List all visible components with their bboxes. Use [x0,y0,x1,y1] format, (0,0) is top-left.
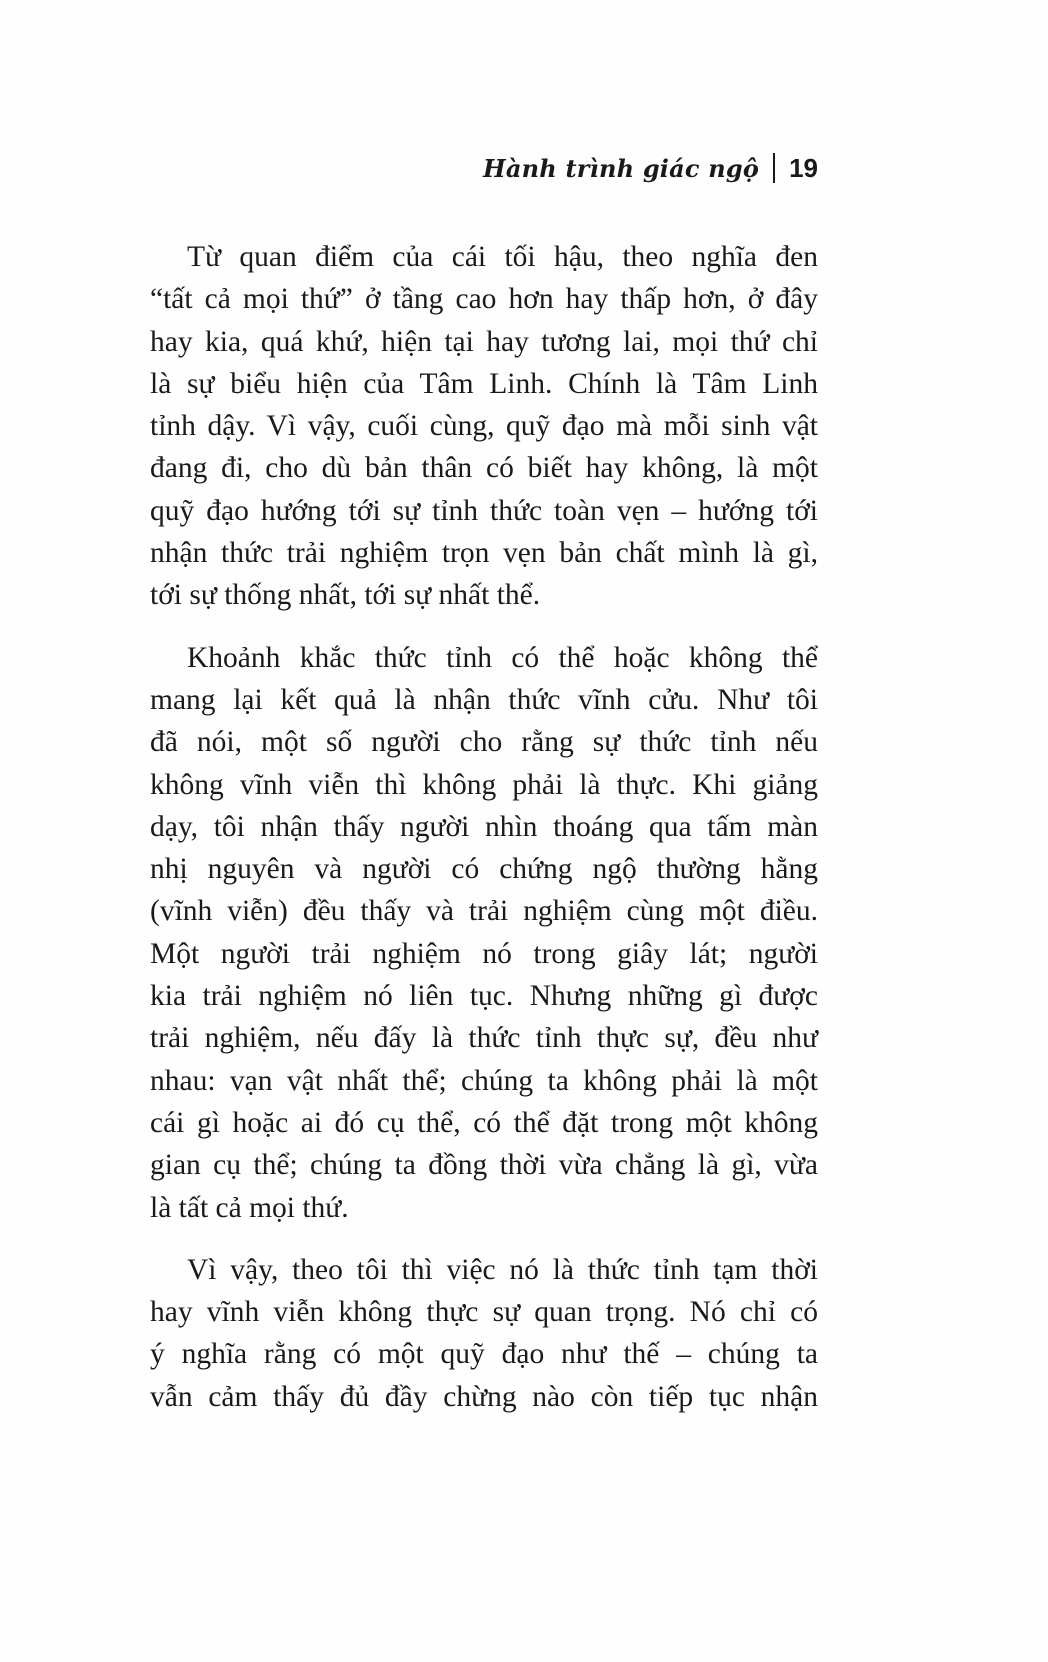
text-line: nhau: vạn vật nhất thể; chúng ta không phải là một [150,1064,818,1097]
text-line: (vĩnh viễn) đều thấy và trải nghiệm cùng một điều. [150,895,818,928]
text-line: dạy, tôi nhận thấy người nhìn thoáng qua tấm màn [150,810,818,843]
text-line: trải nghiệm, nếu đấy là thức tỉnh thực sự, đều như [150,1022,818,1055]
text-line: tỉnh dậy. Vì vậy, cuối cùng, quỹ đạo mà mỗi sinh vật [150,410,818,443]
text-line: vẫn cảm thấy đủ đầy chừng nào còn tiếp tục nhận [150,1380,818,1413]
text-line: đã nói, một số người cho rằng sự thức tỉnh nếu [150,726,818,759]
paragraph-3 [150,1249,818,1418]
text-line: là tất cả mọi thứ. [150,1191,349,1224]
text-line: ý nghĩa rằng có một quỹ đạo như thế – chúng ta [150,1338,818,1371]
text-line: không vĩnh viễn thì không phải là thực. Khi giảng [150,768,818,801]
paragraph-2 [150,637,818,1229]
text-line: “tất cả mọi thứ” ở tầng cao hơn hay thấp hơn, ở đây [150,283,818,316]
text-line: nhị nguyên và người có chứng ngộ thường hằng [150,853,818,886]
text-line: quỹ đạo hướng tới sự tỉnh thức toàn vẹn – hướng tới [150,494,818,527]
text-line: nhận thức trải nghiệm trọn vẹn bản chất mình là gì, [150,537,818,570]
paragraph-1 [150,236,818,617]
text-line: cái gì hoặc ai đó cụ thể, có thể đặt trong một không [150,1106,818,1139]
text-line: Vì vậy, theo tôi thì việc nó là thức tỉnh tạm thời [187,1253,818,1286]
body-text [150,236,818,1438]
running-header [483,146,818,190]
text-line: là sự biểu hiện của Tâm Linh. Chính là Tâm Linh [150,367,818,400]
header-divider [773,153,775,183]
text-line: hay kia, quá khứ, hiện tại hay tương lai, mọi thứ chỉ [150,325,818,358]
page-number: 19 [789,152,818,183]
book-title: Hành trình giác ngộ [483,153,760,183]
text-line: đang đi, cho dù bản thân có biết hay không, là một [150,452,818,485]
text-line: kia trải nghiệm nó liên tục. Nhưng những gì được [150,980,818,1013]
text-line: Khoảnh khắc thức tỉnh có thể hoặc không thể [187,641,818,674]
text-line: Từ quan điểm của cái tối hậu, theo nghĩa đen [187,241,818,273]
text-line: Một người trải nghiệm nó trong giây lát; người [150,937,818,970]
text-line: mang lại kết quả là nhận thức vĩnh cửu. Như tôi [150,683,818,716]
text-line: gian cụ thể; chúng ta đồng thời vừa chẳng là gì, vừa [150,1149,818,1182]
text-line: tới sự thống nhất, tới sự nhất thể. [150,579,541,612]
text-line: hay vĩnh viễn không thực sự quan trọng. Nó chỉ có [150,1296,818,1329]
